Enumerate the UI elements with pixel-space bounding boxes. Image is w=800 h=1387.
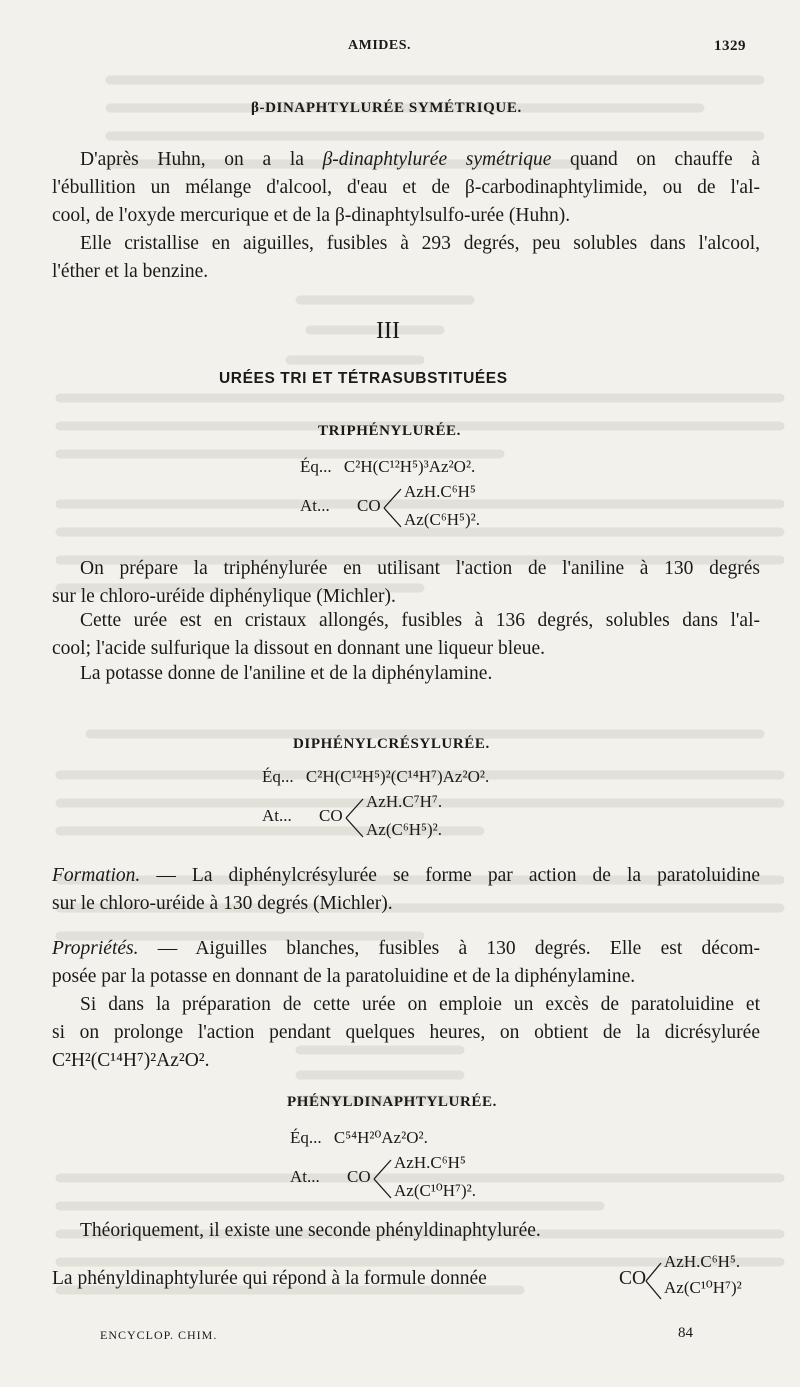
bond-brace-icon	[645, 1260, 663, 1302]
section-numeral: III	[376, 318, 400, 344]
paragraph	[52, 935, 760, 991]
formula-branch-bottom: Az(C¹⁰H⁷)².	[394, 1181, 476, 1200]
text-line: On prépare la triphénylurée en utilisant l'action de l'aniline à 130 degrés	[80, 558, 760, 579]
paragraph-label: Formation.	[52, 865, 141, 886]
formula-label: Éq...	[290, 1128, 322, 1147]
text-line: Propriétés. — Aiguilles blanches, fusibles à 130 degrés. Elle est décom-	[52, 938, 760, 959]
atomic-formula	[290, 1153, 530, 1207]
formula-branch-top: AzH.C⁷H⁷.	[366, 792, 443, 811]
text-line: Cette urée est en cristaux allongés, fusibles à 136 degrés, solubles dans l'al-	[80, 610, 760, 631]
paragraph-label: Propriétés.	[52, 938, 139, 959]
formula-label: At...	[262, 806, 292, 825]
bond-brace-icon	[345, 796, 365, 840]
paragraph	[52, 146, 760, 230]
formula-value: C⁵⁴H²⁰Az²O².	[333, 1128, 428, 1147]
page-number: 1329	[714, 38, 746, 54]
formula-branch-bottom: Az(C⁶H⁵)².	[404, 510, 480, 529]
formula-co: CO	[357, 496, 381, 515]
equivalent-formula	[262, 767, 489, 787]
paragraph	[52, 1252, 772, 1306]
text-line: cool; l'acide sulfurique la dissout en donnant une liqueur bleue.	[52, 638, 546, 659]
compound-heading: TRIPHÉNYLURÉE.	[318, 423, 462, 439]
text-line: posée par la potasse en donnant de la paratoluidine et de la diphénylamine.	[52, 966, 636, 987]
section-heading: URÉES TRI ET TÉTRASUBSTITUÉES	[219, 370, 508, 387]
formula-label: At...	[290, 1167, 320, 1186]
text-line: sur le chloro-uréide à 130 degrés (Michler).	[52, 893, 393, 914]
formula-branch-top: AzH.C⁶H⁵	[404, 482, 476, 501]
signature-mark: 84	[678, 1325, 693, 1341]
text-line: Elle cristallise en aiguilles, fusibles à 293 degrés, peu solubles dans l'alcool,	[80, 233, 760, 254]
text-line: Si dans la préparation de cette urée on emploie un excès de paratoluidine et	[80, 994, 760, 1015]
emphasis: β-dinaphtylurée symétrique	[322, 149, 552, 170]
paragraph	[52, 555, 760, 611]
formula-label: Éq...	[262, 767, 294, 786]
paragraph	[52, 607, 760, 663]
compound-heading: PHÉNYLDINAPHTYLURÉE.	[287, 1094, 497, 1110]
text-line: l'ébullition un mélange d'alcool, d'eau et de β-carbodinaphtylimide, ou de l'al-	[52, 177, 760, 198]
atomic-formula	[300, 482, 540, 538]
footer-running-title: ENCYCLOP. CHIM.	[100, 1328, 218, 1342]
paragraph	[52, 991, 760, 1075]
equivalent-formula	[300, 457, 475, 477]
text-line: Théoriquement, il existe une seconde phényldinaphtylurée.	[80, 1220, 541, 1241]
formula-co: CO	[319, 806, 343, 825]
formula-value: C²H(C¹²H⁵)²(C¹⁴H⁷)Az²O².	[305, 767, 490, 786]
formula-branch-bottom: Az(C⁶H⁵)².	[366, 820, 442, 839]
formula-branch-top: AzH.C⁶H⁵	[394, 1153, 466, 1172]
formula-value: C²H(C¹²H⁵)³Az²O².	[343, 457, 476, 476]
paragraph	[52, 660, 760, 688]
formula-branch-bottom: Az(C¹⁰H⁷)²	[664, 1278, 742, 1297]
text-line: C²H²(C¹⁴H⁷)²Az²O².	[52, 1050, 210, 1071]
text-line: si on prolonge l'action pendant quelques heures, on obtient de la dicrésylurée	[52, 1022, 760, 1043]
bond-brace-icon	[383, 486, 403, 530]
text-line: l'éther et la benzine.	[52, 261, 209, 282]
formula-co: CO	[347, 1167, 371, 1186]
atomic-formula	[262, 792, 502, 846]
bond-brace-icon	[373, 1157, 393, 1201]
formula-co: CO	[619, 1268, 647, 1289]
running-head: AMIDES.	[348, 38, 412, 53]
paragraph	[52, 862, 760, 918]
compound-heading: DIPHÉNYLCRÉSYLURÉE.	[293, 736, 490, 752]
text-line: La potasse donne de l'aniline et de la diphénylamine.	[80, 663, 493, 684]
formula-branch-top: AzH.C⁶H⁵.	[664, 1252, 741, 1271]
text-line: La phényldinaphtylurée qui répond à la formule donnée	[52, 1268, 487, 1289]
paragraph	[52, 230, 760, 286]
text-line: cool, de l'oxyde mercurique et de la β-dinaphtylsulfo-urée (Huhn).	[52, 205, 571, 226]
text-line: Formation. — La diphénylcrésylurée se forme par action de la paratoluidine	[52, 865, 760, 886]
compound-heading: β-DINAPHTYLURÉE SYMÉTRIQUE.	[251, 100, 522, 116]
paragraph	[52, 1217, 760, 1245]
text-line: sur le chloro-uréide diphénylique (Michler).	[52, 586, 396, 607]
formula-label: At...	[300, 496, 330, 515]
text-line: D'après Huhn, on a la β-dinaphtylurée symétrique quand on chauffe à	[80, 149, 760, 170]
formula-label: Éq...	[300, 457, 332, 476]
equivalent-formula	[290, 1128, 428, 1148]
